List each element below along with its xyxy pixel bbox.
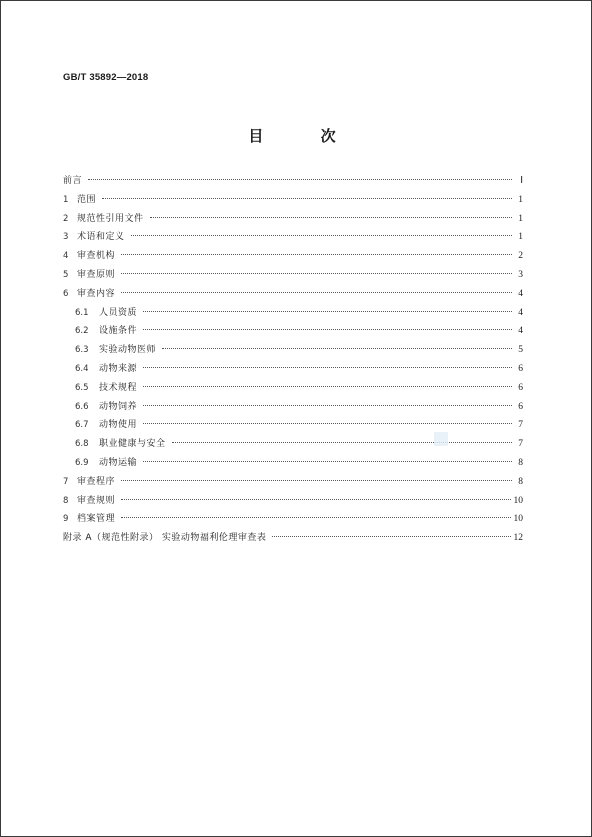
toc-entry-page: 8	[518, 476, 523, 487]
toc-entry-number: 6.1	[75, 307, 89, 318]
dot-leader	[131, 235, 512, 236]
toc-entry-label: 术语和定义	[77, 232, 125, 243]
toc-entry-number: 6	[63, 288, 69, 299]
dot-leader	[121, 273, 512, 274]
toc-entry-number: 6.3	[75, 345, 89, 356]
toc-entry[interactable]	[63, 267, 523, 286]
dot-leader	[143, 329, 512, 330]
toc-entry[interactable]	[63, 286, 523, 305]
toc-entry-label: 规范性引用文件	[77, 213, 144, 224]
toc-entry-label: 人员资质	[99, 307, 138, 318]
toc-entry-number: 9	[63, 514, 69, 525]
dot-leader	[121, 499, 510, 500]
toc-entry[interactable]	[63, 248, 523, 267]
toc-entry-page: 6	[518, 401, 523, 412]
toc-entry-page: 3	[518, 269, 523, 280]
toc-entry-page: 8	[518, 457, 523, 468]
toc-entry-number: 6.5	[75, 382, 89, 393]
toc-entry-label: 实验动物医师	[99, 345, 157, 356]
toc-entry-label: 审查机构	[77, 251, 116, 262]
toc-entry-number: 7	[63, 476, 69, 487]
toc-entry-page: 7	[518, 420, 523, 431]
toc-entry-page: 10	[513, 514, 523, 525]
toc-entry-label: 审查内容	[77, 288, 116, 299]
dot-leader	[143, 311, 512, 312]
toc-entry-label: 职业健康与安全	[99, 439, 166, 450]
toc-entry-label: 设施条件	[99, 326, 138, 337]
toc-entry-number: 2	[63, 213, 69, 224]
toc-entry-number: 6.7	[75, 420, 89, 431]
dot-leader	[143, 386, 512, 387]
toc-entry-label: 审查规则	[77, 495, 116, 506]
toc-entry-page: 1	[518, 194, 523, 205]
toc-entry-label: 审查原则	[77, 269, 116, 280]
toc-entry[interactable]	[63, 417, 523, 436]
toc-entry-page: 5	[518, 345, 523, 356]
toc-entry[interactable]	[63, 511, 523, 530]
toc-entry-number: 6.4	[75, 363, 89, 374]
toc-entry-label: 动物使用	[99, 420, 138, 431]
toc-entry-page: 1	[518, 232, 523, 243]
toc-entry-number: 6.2	[75, 326, 89, 337]
toc-entry-number: 8	[63, 495, 69, 506]
table-of-contents	[63, 173, 523, 549]
toc-entry-page: 2	[518, 251, 523, 262]
toc-entry-label: 前言	[63, 176, 83, 186]
toc-entry[interactable]	[63, 361, 523, 380]
standard-code: GB/T 35892—2018	[63, 72, 149, 83]
dot-leader	[143, 367, 512, 368]
toc-entry-number: 5	[63, 269, 69, 280]
toc-entry-page: Ⅰ	[520, 176, 523, 186]
page-title: 目 次	[248, 127, 362, 145]
toc-entry-page: 6	[518, 382, 523, 393]
toc-entry-number: 6.8	[75, 439, 89, 450]
dot-leader	[150, 217, 512, 218]
toc-entry[interactable]	[63, 173, 523, 192]
dot-leader	[162, 348, 512, 349]
toc-entry[interactable]	[63, 380, 523, 399]
toc-entry-number: 6.9	[75, 457, 89, 468]
toc-entry-page: 4	[518, 307, 523, 318]
toc-entry-label: 范围	[77, 194, 97, 205]
toc-entry[interactable]	[63, 192, 523, 211]
toc-entry-number: 3	[63, 232, 69, 243]
dot-leader	[143, 405, 512, 406]
toc-entry-label: 技术规程	[99, 382, 138, 393]
toc-entry-page: 1	[518, 213, 523, 224]
toc-entry[interactable]	[63, 323, 523, 342]
toc-entry[interactable]	[63, 399, 523, 418]
toc-entry-page: 4	[518, 326, 523, 337]
dot-leader	[88, 179, 512, 180]
toc-entry[interactable]	[63, 305, 523, 324]
dot-leader	[172, 442, 512, 443]
toc-entry[interactable]	[63, 211, 523, 230]
toc-entry[interactable]	[63, 229, 523, 248]
dot-leader	[143, 461, 512, 462]
toc-entry-page: 12	[513, 533, 523, 544]
toc-entry[interactable]	[63, 455, 523, 474]
toc-entry-number: 6.6	[75, 401, 89, 412]
toc-entry-page: 4	[518, 288, 523, 299]
toc-entry-label: 动物运输	[99, 457, 138, 468]
dot-leader	[121, 480, 512, 481]
toc-entry-number: 4	[63, 251, 69, 262]
toc-entry[interactable]	[63, 493, 523, 512]
dot-leader	[102, 198, 512, 199]
toc-entry-label: 审查程序	[77, 476, 116, 487]
toc-entry-label: 动物来源	[99, 363, 138, 374]
dot-leader	[121, 254, 512, 255]
scan-artifact	[434, 432, 448, 446]
dot-leader	[143, 423, 512, 424]
toc-entry-page: 6	[518, 363, 523, 374]
toc-entry-page: 7	[518, 439, 523, 450]
toc-entry-number: 1	[63, 194, 69, 205]
toc-entry[interactable]	[63, 436, 523, 455]
toc-entry-label: 档案管理	[77, 514, 116, 525]
toc-entry-label: 附录 A（规范性附录） 实验动物福利伦理审查表	[63, 533, 267, 544]
dot-leader	[121, 517, 510, 518]
dot-leader	[121, 292, 512, 293]
toc-entry[interactable]	[63, 474, 523, 493]
toc-entry-label: 动物饲养	[99, 401, 138, 412]
dot-leader	[272, 536, 510, 537]
toc-entry[interactable]	[63, 342, 523, 361]
toc-entry-page: 10	[513, 495, 523, 506]
toc-entry[interactable]	[63, 530, 523, 549]
